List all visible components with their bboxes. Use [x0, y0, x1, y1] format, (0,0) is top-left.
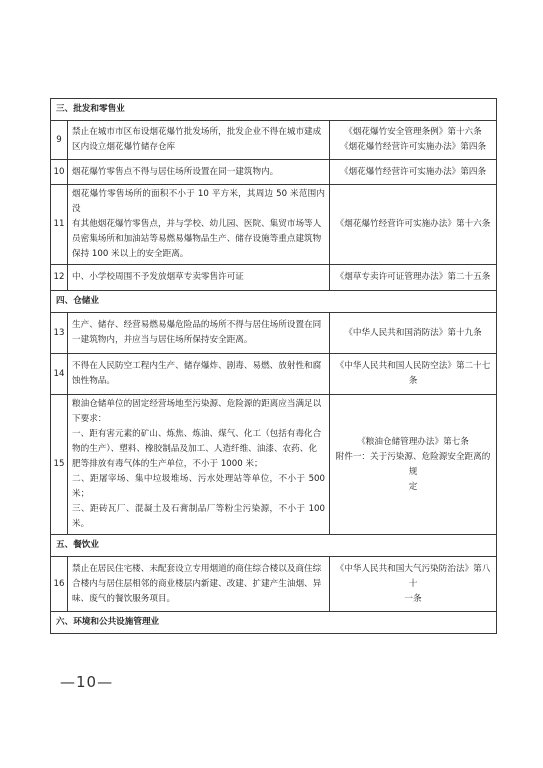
basis-line: 附件一：关于污染源、危险源安全距离的规 — [335, 451, 491, 477]
row-legal-basis — [330, 354, 497, 395]
basis-line: 定 — [408, 481, 418, 492]
regulation-table — [50, 98, 497, 634]
section-row — [51, 291, 497, 313]
content-line: 员密集场所和加油站等易燃易爆物品生产、储存设施等重点建筑物 — [72, 234, 322, 244]
table-row — [51, 185, 497, 265]
content-line: 禁止在城市市区布设烟花爆竹批发场所，批发企业不得在城市建成 — [72, 127, 322, 137]
row-content — [68, 121, 330, 160]
row-content — [68, 185, 330, 265]
section-heading-environment-public-facilities: 六、环境和公共设施管理业 — [51, 612, 497, 634]
content-line: 粮油仓储单位的固定经营场地至污染源、危险源的距离应当满足以 — [72, 399, 322, 409]
row-legal-basis — [330, 160, 497, 185]
content-line: 合楼内与居住层相邻的商业楼层内新建、改建、扩建产生油烟、异 — [72, 578, 322, 589]
section-heading-catering: 五、餐饮业 — [51, 535, 497, 557]
content-line: 味、废气的餐饮服务项目。 — [72, 593, 176, 604]
content-line: 二、距屠宰场、集中垃圾堆场、污水处理站等单位，不小于 500 米； — [72, 474, 325, 499]
table-row — [51, 121, 497, 160]
basis-line: 《烟花爆竹经营许可实施办法》第四条 — [339, 142, 487, 152]
content-line: 禁止在居民住宅楼、未配套设立专用烟道的商住综合楼以及商住综 — [72, 563, 322, 574]
row-legal-basis — [330, 557, 497, 612]
row-legal-basis — [330, 395, 497, 535]
content-line: 中、小学校周围不予发放烟草专卖零售许可证 — [72, 272, 244, 282]
row-legal-basis — [330, 265, 497, 291]
content-line: 烟花爆竹零售场所的面积不小于 10 平方米，其周边 50 米范围内没 — [72, 189, 325, 214]
content-line: 不得在人民防空工程内生产、储存爆炸、剧毒、易燃、放射性和腐 — [72, 361, 322, 371]
content-line: 生产、储存、经营易燃易爆危险品的场所不得与居住场所设置在同 — [72, 320, 322, 330]
basis-line: 《烟花爆竹经营许可实施办法》第十六条 — [335, 219, 491, 229]
row-legal-basis — [330, 185, 497, 265]
section-heading-warehousing: 四、仓储业 — [51, 291, 497, 313]
row-number: 15 — [51, 395, 68, 535]
basis-line: 《粮油仓储管理办法》第七条 — [357, 436, 469, 447]
row-number: 12 — [51, 265, 68, 291]
row-number: 14 — [51, 354, 68, 395]
row-number: 11 — [51, 185, 68, 265]
content-line: 肥等排放有毒气体的生产单位，不小于 1000 米； — [72, 459, 263, 469]
table-row — [51, 265, 497, 291]
content-line: 下要求： — [72, 414, 107, 424]
basis-line: 《中华人民共和国人民防空法》第二十七条 — [335, 361, 491, 386]
row-legal-basis — [330, 313, 497, 354]
content-line: 一、距有害元素的矿山、炼焦、炼油、煤气、化工（包括有毒化合 — [72, 429, 322, 439]
basis-line: 《烟花爆竹安全管理条例》第十六条 — [344, 127, 482, 137]
content-line: 一建筑物内，并应当与居住场所保持安全距离。 — [72, 335, 253, 345]
basis-line: 《中华人民共和国消防法》第十九条 — [344, 327, 482, 338]
basis-line: 《烟花爆竹经营许可实施办法》第四条 — [339, 166, 487, 177]
row-content — [68, 354, 330, 395]
row-content — [68, 395, 330, 535]
row-number: 10 — [51, 160, 68, 185]
content-line: 物的生产）、塑料、橡胶制品及加工、人造纤维、油漆、农药、化 — [72, 444, 317, 454]
section-heading-wholesale-retail: 三、批发和零售业 — [51, 99, 497, 121]
page-number: —10— — [60, 673, 114, 691]
table-row — [51, 395, 497, 535]
content-line: 有其他烟花爆竹零售点，并与学校、幼儿园、医院、集贸市场等人 — [72, 219, 322, 229]
basis-line: 一条 — [404, 593, 422, 604]
section-row — [51, 535, 497, 557]
content-line: 三、距砖瓦厂、混凝土及石膏制品厂等粉尘污染源，不小于 100 米。 — [72, 504, 325, 529]
table-row — [51, 557, 497, 612]
content-line: 烟花爆竹零售点不得与居住场所设置在同一建筑物内。 — [72, 166, 279, 177]
table-row — [51, 354, 497, 395]
row-content — [68, 557, 330, 612]
content-line: 保持 100 米以上的安全距离。 — [72, 249, 189, 259]
row-content — [68, 265, 330, 291]
content-line: 蚀性物品。 — [72, 376, 115, 386]
row-content — [68, 160, 330, 185]
basis-line: 《中华人民共和国大气污染防治法》第八十 — [335, 563, 491, 589]
row-number: 16 — [51, 557, 68, 612]
section-row — [51, 612, 497, 634]
table-row — [51, 313, 497, 354]
row-number: 9 — [51, 121, 68, 160]
row-legal-basis — [330, 121, 497, 160]
row-content — [68, 313, 330, 354]
basis-line: 《烟草专卖许可证管理办法》第二十五条 — [335, 272, 491, 282]
content-line: 区内设立烟花爆竹储存仓库 — [72, 142, 176, 152]
table-row — [51, 160, 497, 185]
row-number: 13 — [51, 313, 68, 354]
section-row — [51, 99, 497, 121]
